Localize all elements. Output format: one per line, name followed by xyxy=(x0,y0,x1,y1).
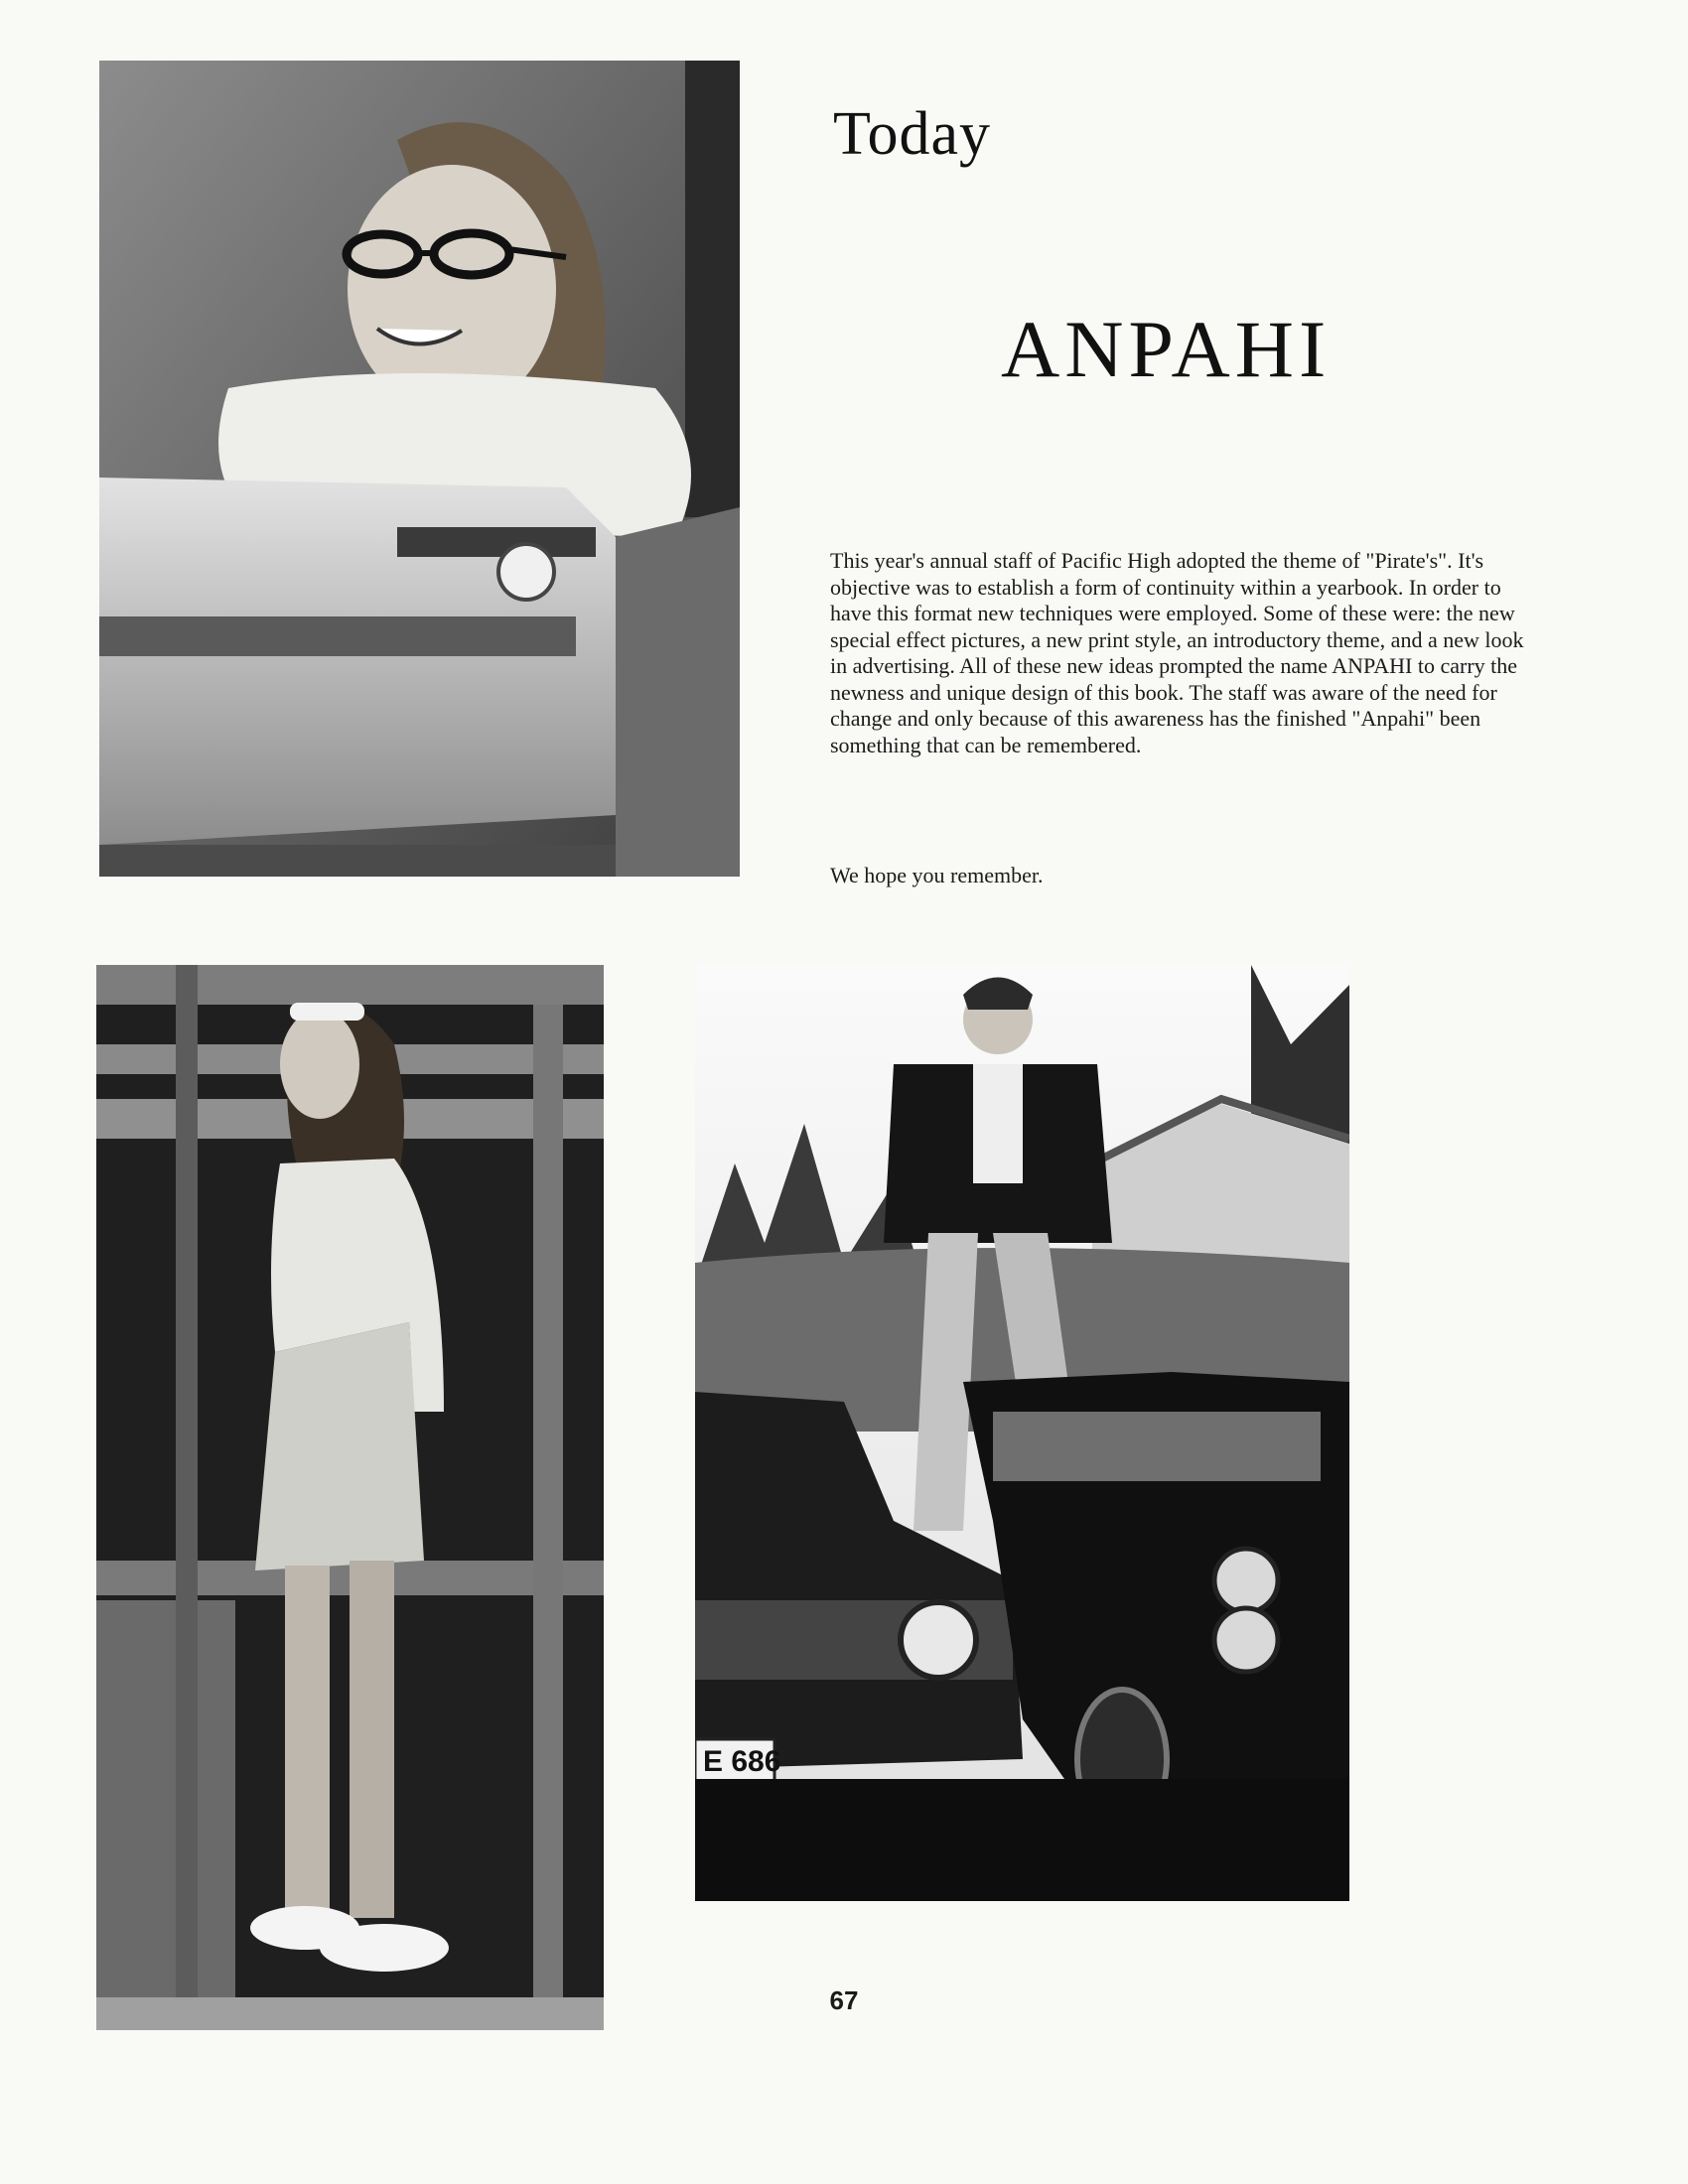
body-paragraph: This year's annual staff of Pacific High adopted the theme of "Pirate's". It's objective was to establish a form of continuity within a yearbook. In order to have this format new techniques were employed. Some of these were: the new special effect pictures, a new print style, an introductory theme, and a new look in advertising. All of these new ideas prompted the name ANPAHI to carry the newness and unique design of this book. The staff was aware of the need for change and only because of this awareness has the finished "Anpahi" been something that can be remembered. xyxy=(830,548,1524,757)
cars-photo-art xyxy=(695,965,1349,1901)
anpahi-title: ANPAHI xyxy=(1001,304,1332,394)
today-heading: Today xyxy=(833,100,992,168)
license-plate-text: E 686 xyxy=(703,1745,781,1778)
photo-student-standing xyxy=(96,965,604,2030)
standing-photo-art xyxy=(96,965,604,2030)
closing-line: We hope you remember. xyxy=(830,863,1044,887)
typewriter-photo-art xyxy=(99,61,740,877)
photo-student-typewriter xyxy=(99,61,740,877)
page-number: 67 xyxy=(829,1985,859,2015)
photo-student-on-cars xyxy=(695,965,1349,1901)
